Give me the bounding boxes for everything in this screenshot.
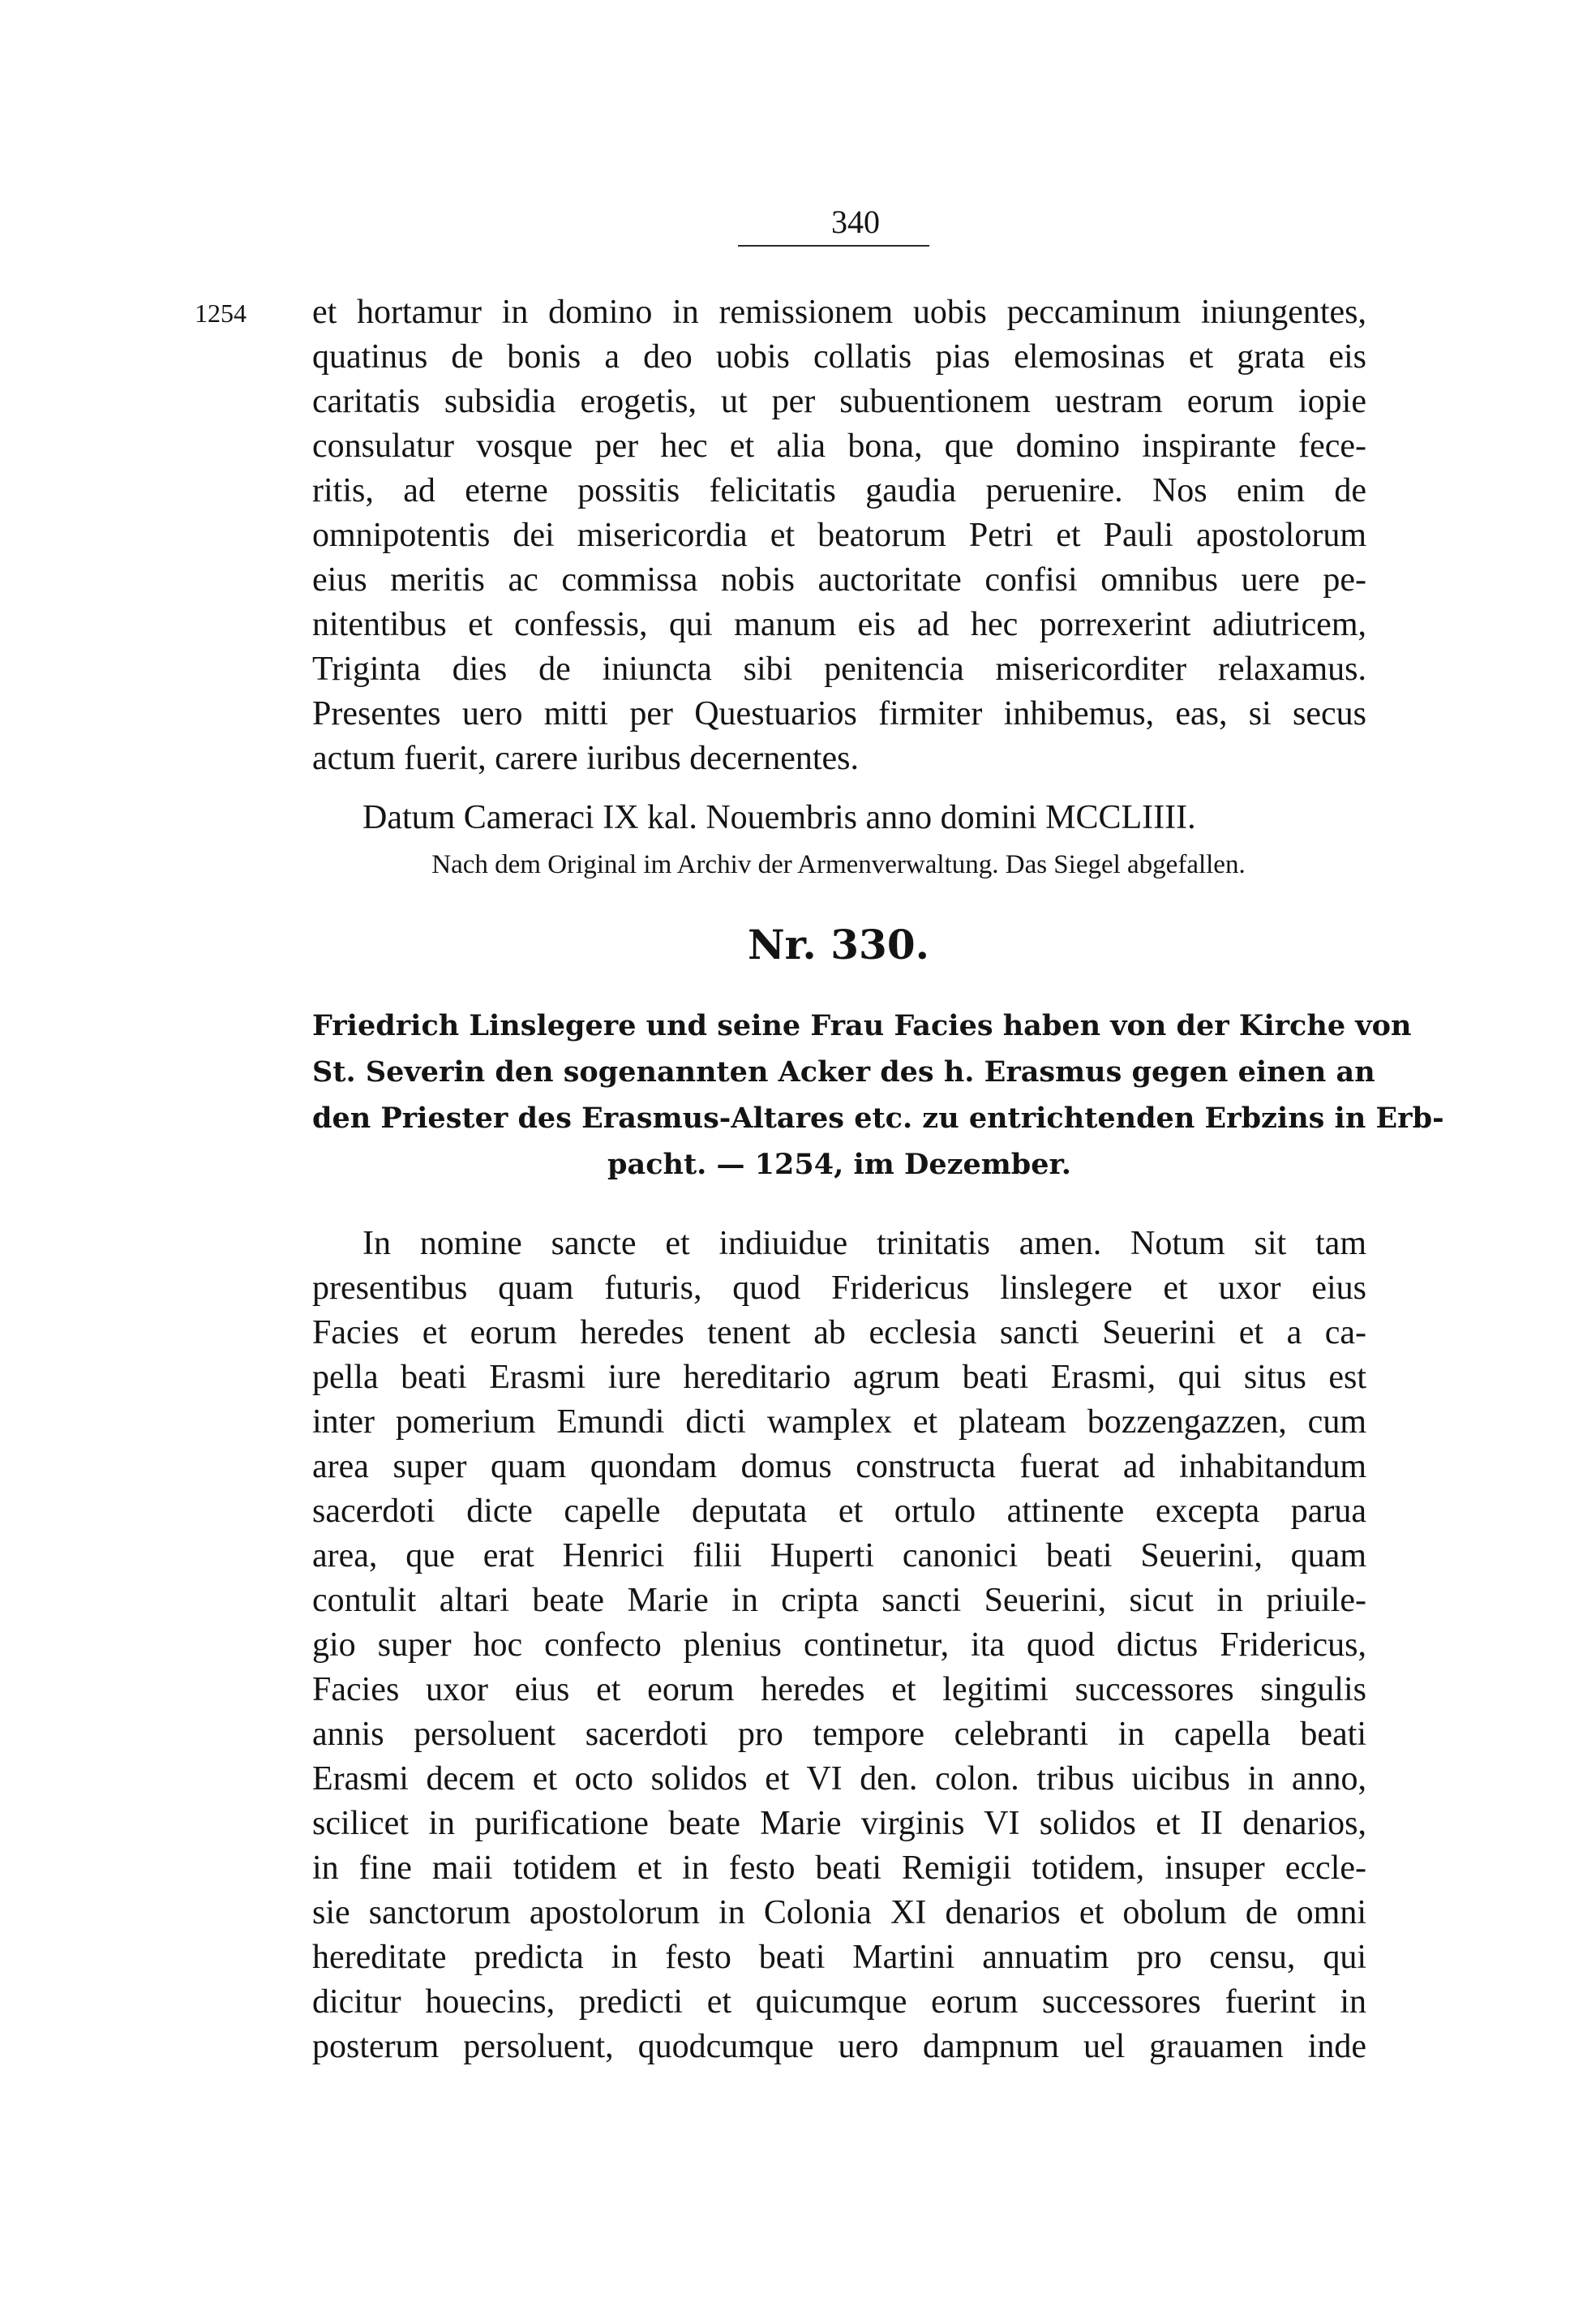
text-line: omnipotentis dei misericordia et beatorum Petri et Pauli apostolorum <box>312 517 1366 554</box>
text-line: Erasmi decem et octo solidos et VI den. colon. tribus uicibus in anno, <box>312 1760 1366 1798</box>
text-line: Facies uxor eius et eorum heredes et legitimi successores singulis <box>312 1671 1366 1708</box>
dating-line: Datum Cameraci IX kal. Nouembris anno domini MCCLIIII. <box>362 799 1196 836</box>
source-note: Nach dem Original im Archiv der Armenverwaltung. Das Siegel abgefallen. <box>431 850 1246 879</box>
text-line: area super quam quondam domus constructa fuerat ad inhabitandum <box>312 1448 1366 1485</box>
text-line: scilicet in purificatione beate Marie virginis VI solidos et II denarios, <box>312 1805 1366 1842</box>
heading-line: den Priester des Erasmus-Altares etc. zu entrichtenden Erbzins in Erb- <box>312 1102 1444 1135</box>
text-line: caritatis subsidia erogetis, ut per subuentionem uestram eorum iopie <box>312 383 1366 420</box>
text-line: sie sanctorum apostolorum in Colonia XI denarios et obolum de omni <box>312 1894 1366 1931</box>
text-line: actum fuerit, carere iuribus decernentes. <box>312 740 859 777</box>
text-line: area, que erat Henrici filii Huperti canonici beati Seuerini, quam <box>312 1537 1366 1574</box>
document-heading <box>312 1003 1444 1188</box>
page-number: 340 <box>831 204 880 240</box>
text-line: Presentes uero mitti per Questuarios firmiter inhibemus, eas, si secus <box>312 695 1366 732</box>
text-line: consulatur vosque per hec et alia bona, que domino inspirante fece- <box>312 427 1366 465</box>
text-line: gio super hoc confecto plenius continetur, ita quod dictus Fridericus, <box>312 1626 1366 1664</box>
text-line: et hortamur in domino in remissionem uobis peccaminum iniungentes, <box>312 294 1366 331</box>
text-line: Triginta dies de iniuncta sibi penitencia misericorditer relaxamus. <box>312 651 1366 688</box>
text-line: quatinus de bonis a deo uobis collatis pias elemosinas et grata eis <box>312 338 1366 376</box>
header-rule <box>738 245 929 247</box>
text-line: Facies et eorum heredes tenent ab ecclesia sancti Seuerini et a ca- <box>312 1314 1366 1351</box>
text-line: ritis, ad eterne possitis felicitatis gaudia peruenire. Nos enim de <box>312 472 1366 509</box>
main-text-block <box>312 1222 1366 2069</box>
upper-text-block <box>312 290 1366 840</box>
text-line: hereditate predicta in festo beati Martini annuatim pro censu, qui <box>312 1939 1366 1976</box>
text-line: in fine maii totidem et in festo beati Remigii totidem, insuper eccle- <box>312 1849 1366 1887</box>
text-line: annis persoluent sacerdoti pro tempore celebranti in capella beati <box>312 1716 1366 1753</box>
heading-line: Friedrich Linslegere und seine Frau Facies haben von der Kirche von <box>312 1009 1412 1042</box>
heading-line: St. Severin den sogenannten Acker des h. Erasmus gegen einen an <box>312 1055 1375 1089</box>
text-line: nitentibus et confessis, qui manum eis ad hec porrexerint adiutricem, <box>312 606 1366 643</box>
text-line: dicitur houecins, predicti et quicumque eorum successores fuerint in <box>312 1983 1366 2021</box>
heading-line: pacht. — 1254, im Dezember. <box>607 1148 1071 1181</box>
document-number: Nr. 330. <box>747 921 930 969</box>
text-line: sacerdoti dicte capelle deputata et ortulo attinente excepta parua <box>312 1493 1366 1530</box>
text-line: eius meritis ac commissa nobis auctoritate confisi omnibus uere pe- <box>312 561 1366 599</box>
text-line: presentibus quam futuris, quod Fridericus linslegere et uxor eius <box>312 1269 1366 1307</box>
margin-year: 1254 <box>195 299 247 328</box>
text-line: In nomine sancte et indiuidue trinitatis amen. Notum sit tam <box>362 1225 1366 1262</box>
text-line: inter pomerium Emundi dicti wamplex et plateam bozzengazzen, cum <box>312 1403 1366 1441</box>
text-line: contulit altari beate Marie in cripta sancti Seuerini, sicut in priuile- <box>312 1582 1366 1619</box>
text-line: posterum persoluent, quodcumque uero dampnum uel grauamen inde <box>312 2028 1366 2065</box>
text-line: pella beati Erasmi iure hereditario agrum beati Erasmi, qui situs est <box>312 1359 1366 1396</box>
